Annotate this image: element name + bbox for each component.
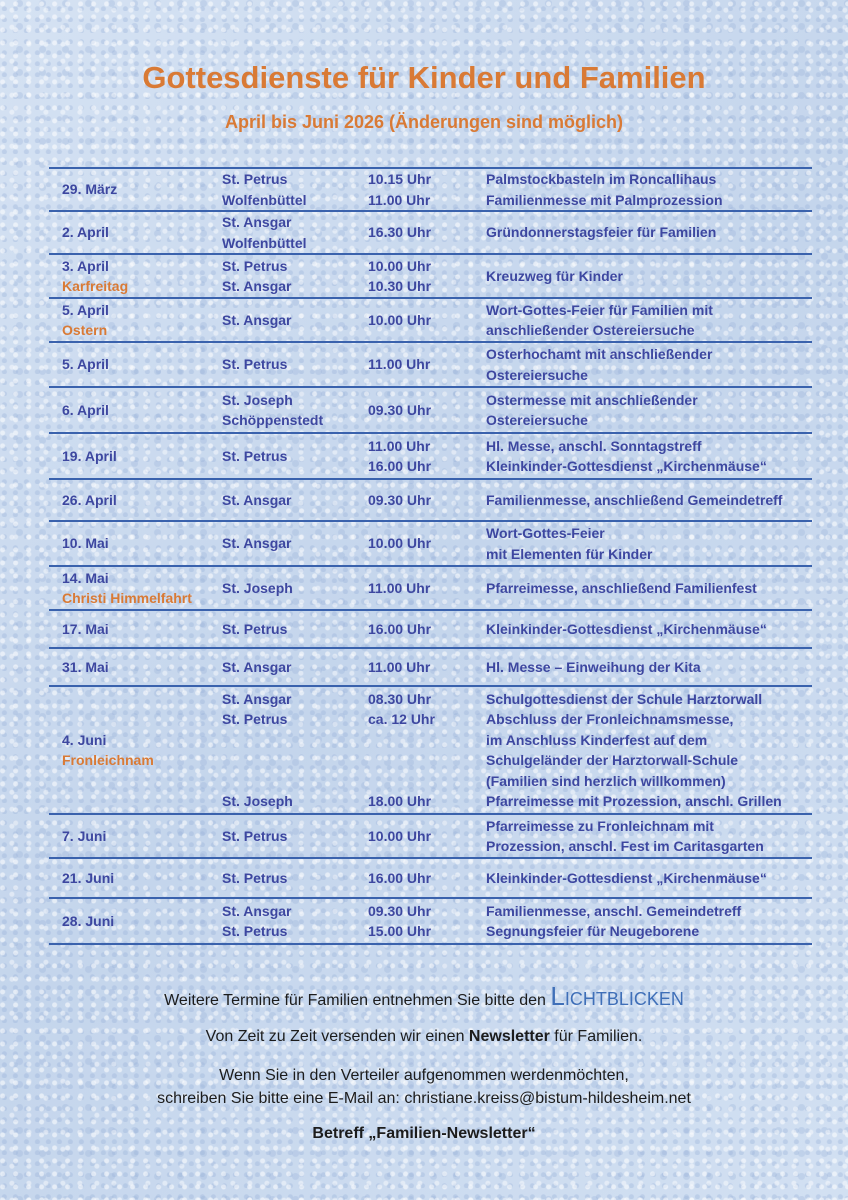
row-time-cell xyxy=(368,298,486,342)
row-time: 10.00 Uhr xyxy=(368,827,432,844)
lichtblicken-title: Lichtblicken xyxy=(550,981,684,1011)
footer-lichtblicken-line xyxy=(0,981,848,1012)
row-date-cell xyxy=(49,898,222,944)
row-place: St. Petrus xyxy=(222,923,288,939)
schedule-row xyxy=(49,814,812,858)
row-date: 7. Juni xyxy=(62,827,107,844)
row-place-cell xyxy=(222,168,368,211)
row-place: St. Petrus xyxy=(222,171,288,187)
row-time: 10.00 Uhr xyxy=(368,257,432,274)
row-event: Kleinkinder-Gottesdienst „Kirchenmäuse“ xyxy=(486,620,767,637)
row-time: 11.00 Uhr xyxy=(368,579,431,596)
row-place: St. Joseph xyxy=(222,391,293,408)
row-time: 11.00 Uhr xyxy=(368,191,431,208)
row-date: 14. Mai xyxy=(62,569,109,586)
schedule-row xyxy=(49,168,812,211)
row-date: 5. April xyxy=(62,301,109,318)
row-place-cell xyxy=(222,342,368,387)
row-place: Wolfenbüttel xyxy=(222,234,307,251)
footer-newsletter-prefix: Von Zeit zu Zeit versenden wir einen xyxy=(205,1028,465,1045)
row-event: Ostereiersuche xyxy=(486,366,588,383)
row-date: 28. Juni xyxy=(62,912,115,929)
row-time-cell xyxy=(368,433,486,479)
row-time: 16.00 Uhr xyxy=(368,458,432,474)
row-date: 21. Juni xyxy=(62,869,115,886)
row-time-cell xyxy=(368,211,486,254)
row-date-cell xyxy=(49,479,222,521)
row-event-cell xyxy=(486,814,812,858)
row-place: Schöppenstedt xyxy=(222,412,324,428)
row-date-cell xyxy=(49,254,222,298)
row-event: Prozession, anschl. Fest im Caritasgarten xyxy=(486,838,764,854)
schedule-row xyxy=(49,298,812,342)
row-place-cell xyxy=(222,433,368,479)
row-date: 31. Mai xyxy=(62,658,109,675)
schedule-row xyxy=(49,610,812,648)
row-date-cell xyxy=(49,342,222,387)
row-event: (Familien sind herzlich willkommen) xyxy=(486,772,726,789)
row-place-cell xyxy=(222,254,368,298)
row-place xyxy=(222,730,368,751)
row-event: Wort-Gottes-Feier xyxy=(486,525,605,541)
schedule-row xyxy=(49,686,812,814)
row-feast: Christi Himmelfahrt xyxy=(62,590,192,606)
row-event-cell xyxy=(486,521,812,566)
row-place-cell xyxy=(222,610,368,648)
schedule-row xyxy=(49,858,812,898)
row-time: 16.00 Uhr xyxy=(368,869,432,886)
schedule-row xyxy=(49,479,812,521)
contact-email[interactable]: christiane.kreiss@bistum-hildesheim.net xyxy=(404,1090,691,1107)
schedule-table-wrapper xyxy=(49,167,812,945)
row-time: 15.00 Uhr xyxy=(368,923,432,939)
row-date: 10. Mai xyxy=(62,535,109,552)
row-event: Pfarreimesse, anschließend Familienfest xyxy=(486,579,757,596)
row-event-cell xyxy=(486,387,812,433)
row-time: 11.00 Uhr xyxy=(368,658,431,675)
row-time-cell xyxy=(368,168,486,211)
row-event: Hl. Messe – Einweihung der Kita xyxy=(486,658,701,675)
schedule-row xyxy=(49,648,812,686)
row-date: 26. April xyxy=(62,491,117,508)
footer-newsletter-line xyxy=(0,1028,848,1046)
row-event: Familienmesse mit Palmprozession xyxy=(486,191,723,208)
row-place: St. Ansgar xyxy=(222,214,292,230)
row-place: St. Ansgar xyxy=(222,535,292,552)
row-time-cell xyxy=(368,254,486,298)
schedule-row xyxy=(49,433,812,479)
row-event: Schulgeländer der Harztorwall-Schule xyxy=(486,752,739,768)
row-date: 2. April xyxy=(62,224,109,241)
row-place: St. Petrus xyxy=(222,711,288,727)
footer-newsletter-suffix: für Familien. xyxy=(554,1028,643,1045)
schedule-row xyxy=(49,387,812,433)
row-place xyxy=(222,750,368,771)
schedule-row xyxy=(49,211,812,254)
row-event: Pfarreimesse zu Fronleichnam mit xyxy=(486,817,714,834)
page-subtitle: April bis Juni 2026 (Änderungen sind möglich) xyxy=(224,112,624,132)
row-time-cell xyxy=(368,858,486,898)
row-time: 11.00 Uhr xyxy=(368,356,431,373)
schedule-row xyxy=(49,521,812,566)
row-event-cell xyxy=(486,898,812,944)
row-event: Ostereiersuche xyxy=(486,412,588,428)
row-date: 4. Juni xyxy=(62,731,107,748)
row-date-cell xyxy=(49,686,222,814)
schedule-row xyxy=(49,898,812,944)
row-event-cell xyxy=(486,566,812,610)
row-place: St. Ansgar xyxy=(222,658,292,675)
row-place: St. Petrus xyxy=(222,447,288,464)
footer-lichtblicken-text: Weitere Termine für Familien entnehmen Sie bitte den xyxy=(164,992,546,1009)
schedule-row xyxy=(49,342,812,387)
row-time: 10.30 Uhr xyxy=(368,278,432,294)
row-place: St. Petrus xyxy=(222,356,288,373)
row-event: im Anschluss Kinderfest auf dem xyxy=(486,731,708,748)
row-date-cell xyxy=(49,610,222,648)
row-time-cell xyxy=(368,610,486,648)
schedule-table xyxy=(49,167,812,945)
footer-newsletter-word: Newsletter xyxy=(468,1028,550,1045)
row-place: St. Ansgar xyxy=(222,278,292,294)
row-event-cell xyxy=(486,648,812,686)
row-place: St. Joseph xyxy=(222,579,293,596)
row-time: 10.00 Uhr xyxy=(368,311,432,328)
row-event-cell xyxy=(486,610,812,648)
row-date: 19. April xyxy=(62,447,117,464)
row-feast: Fronleichnam xyxy=(62,752,154,768)
row-event-cell xyxy=(486,168,812,211)
row-event: Ostermesse mit anschließender xyxy=(486,391,698,408)
row-time-cell xyxy=(368,898,486,944)
row-event: Gründonnerstagsfeier für Familien xyxy=(486,224,717,241)
row-event: Familienmesse, anschließend Gemeindetreff xyxy=(486,491,783,508)
row-place: St. Petrus xyxy=(222,620,288,637)
row-place-cell xyxy=(222,648,368,686)
row-event-cell xyxy=(486,858,812,898)
row-event: mit Elementen für Kinder xyxy=(486,545,653,562)
row-event: Palmstockbasteln im Roncallihaus xyxy=(486,171,717,187)
row-time-cell xyxy=(368,521,486,566)
row-time-cell xyxy=(368,342,486,387)
row-date-cell xyxy=(49,566,222,610)
row-event: Kleinkinder-Gottesdienst „Kirchenmäuse“ xyxy=(486,869,767,886)
row-place: St. Petrus xyxy=(222,827,288,844)
row-event: Schulgottesdienst der Schule Harztorwall xyxy=(486,690,763,707)
row-place-cell xyxy=(222,211,368,254)
row-event: Hl. Messe, anschl. Sonntagstreff xyxy=(486,437,702,454)
row-date: 6. April xyxy=(62,401,109,418)
footer-mailing-line1: Wenn Sie in den Verteiler aufgenommen werdenmöchten, xyxy=(219,1067,629,1084)
row-event-cell xyxy=(486,298,812,342)
row-time-cell xyxy=(368,814,486,858)
row-time: 08.30 Uhr xyxy=(368,690,432,707)
row-place: St. Petrus xyxy=(222,869,288,886)
row-date-cell xyxy=(49,168,222,211)
row-event: Wort-Gottes-Feier für Familien mit xyxy=(486,301,713,318)
row-event: Kreuzweg für Kinder xyxy=(486,267,623,284)
row-place: Wolfenbüttel xyxy=(222,191,307,208)
row-place xyxy=(222,771,368,792)
row-date-cell xyxy=(49,858,222,898)
row-date: 17. Mai xyxy=(62,620,109,637)
row-place: St. Ansgar xyxy=(222,311,292,328)
row-time: 09.30 Uhr xyxy=(368,902,432,919)
row-place-cell xyxy=(222,686,368,814)
row-time-cell xyxy=(368,387,486,433)
row-event-cell xyxy=(486,342,812,387)
schedule-row xyxy=(49,254,812,298)
schedule-body xyxy=(49,168,812,944)
row-time-cell xyxy=(368,686,486,814)
row-date-cell xyxy=(49,521,222,566)
row-time: 09.30 Uhr xyxy=(368,401,432,418)
footer-mailing-text xyxy=(0,1064,848,1110)
row-event-cell xyxy=(486,211,812,254)
row-date-cell xyxy=(49,387,222,433)
row-place-cell xyxy=(222,898,368,944)
row-place-cell xyxy=(222,479,368,521)
row-time xyxy=(368,750,486,771)
row-date-cell xyxy=(49,433,222,479)
row-event-cell xyxy=(486,254,812,298)
row-place: St. Ansgar xyxy=(222,491,292,508)
row-time-cell xyxy=(368,648,486,686)
row-time: 10.00 Uhr xyxy=(368,535,432,552)
row-date-cell xyxy=(49,648,222,686)
row-event-cell xyxy=(486,433,812,479)
row-time xyxy=(368,771,486,792)
row-time-cell xyxy=(368,566,486,610)
row-event: Osterhochamt mit anschließender xyxy=(486,346,713,362)
row-date: 29. März xyxy=(62,181,118,198)
row-event: Kleinkinder-Gottesdienst „Kirchenmäuse“ xyxy=(486,458,767,474)
footer-mailing-line2: schreiben Sie bitte eine E-Mail an: xyxy=(157,1090,400,1107)
row-time: ca. 12 Uhr xyxy=(368,711,435,727)
row-date: 5. April xyxy=(62,356,109,373)
row-place: St. Ansgar xyxy=(222,902,292,919)
row-time-cell xyxy=(368,479,486,521)
row-place-cell xyxy=(222,298,368,342)
row-place: St. Joseph xyxy=(222,793,293,809)
row-time: 09.30 Uhr xyxy=(368,491,432,508)
row-place-cell xyxy=(222,566,368,610)
page-title: Gottesdienste für Kinder und Familien xyxy=(142,60,706,95)
row-time: 16.30 Uhr xyxy=(368,224,432,241)
row-time xyxy=(368,730,486,751)
row-place: St. Petrus xyxy=(222,257,288,274)
row-event: Familienmesse, anschl. Gemeindetreff xyxy=(486,902,742,919)
row-event-cell xyxy=(486,686,812,814)
row-feast: Ostern xyxy=(62,322,108,338)
row-place: St. Ansgar xyxy=(222,690,292,707)
row-date-cell xyxy=(49,211,222,254)
row-time: 16.00 Uhr xyxy=(368,620,432,637)
row-event: Pfarreimesse mit Prozession, anschl. Grillen xyxy=(486,793,782,809)
schedule-row xyxy=(49,566,812,610)
row-feast: Karfreitag xyxy=(62,278,129,294)
row-date-cell xyxy=(49,814,222,858)
row-event: Segnungsfeier für Neugeborene xyxy=(486,923,700,939)
row-event-cell xyxy=(486,479,812,521)
row-place-cell xyxy=(222,858,368,898)
row-date: 3. April xyxy=(62,257,109,274)
row-date-cell xyxy=(49,298,222,342)
row-place-cell xyxy=(222,814,368,858)
row-time: 18.00 Uhr xyxy=(368,793,432,809)
row-place-cell xyxy=(222,521,368,566)
row-time: 11.00 Uhr xyxy=(368,437,431,454)
row-event: anschließender Ostereiersuche xyxy=(486,322,695,338)
footer-subject-line: Betreff „Familien-Newsletter“ xyxy=(312,1125,536,1142)
row-event: Abschluss der Fronleichnamsmesse, xyxy=(486,711,734,727)
row-time: 10.15 Uhr xyxy=(368,171,432,187)
row-place-cell xyxy=(222,387,368,433)
